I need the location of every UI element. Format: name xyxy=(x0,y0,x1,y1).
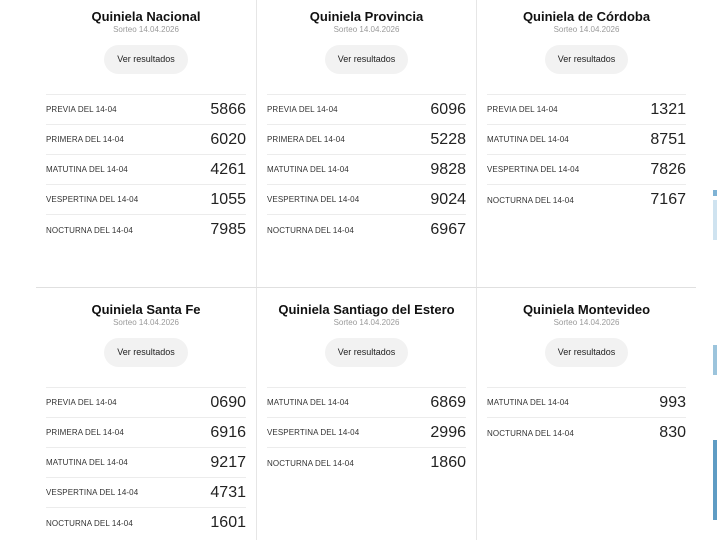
result-number: 8751 xyxy=(650,130,686,148)
result-number: 6020 xyxy=(210,130,246,148)
result-number: 4731 xyxy=(210,483,246,501)
card-quiniela-santiago-del-estero xyxy=(256,288,476,540)
result-row xyxy=(46,125,246,155)
ver-resultados-button[interactable]: Ver resultados xyxy=(545,338,629,367)
result-label: PREVIA DEL 14-04 xyxy=(487,105,558,114)
ver-resultados-button[interactable]: Ver resultados xyxy=(325,45,409,74)
result-number: 6869 xyxy=(430,393,466,411)
card-quiniela-montevideo xyxy=(476,288,696,540)
result-label: MATUTINA DEL 14-04 xyxy=(46,165,128,174)
result-number: 1321 xyxy=(650,100,686,118)
result-row xyxy=(46,185,246,215)
result-number: 2996 xyxy=(430,423,466,441)
result-number: 1860 xyxy=(430,454,466,471)
result-number: 4261 xyxy=(210,160,246,178)
result-row xyxy=(487,185,686,215)
result-label: NOCTURNA DEL 14-04 xyxy=(267,458,354,468)
result-row xyxy=(46,508,246,538)
results-list xyxy=(267,94,466,245)
card-quiniela-cordoba xyxy=(476,0,696,287)
result-label: PREVIA DEL 14-04 xyxy=(46,105,117,114)
result-row xyxy=(46,215,246,245)
result-number: 7826 xyxy=(650,160,686,178)
result-number: 6916 xyxy=(210,423,246,441)
edge-fragment xyxy=(713,440,717,520)
quiniela-results-grid xyxy=(36,0,696,540)
result-label: PRIMERA DEL 14-04 xyxy=(46,135,124,144)
edge-fragment xyxy=(713,345,717,375)
card-quiniela-nacional xyxy=(36,0,256,287)
result-label: VESPERTINA DEL 14-04 xyxy=(487,165,580,174)
adjacent-content-edge xyxy=(713,0,717,540)
result-row xyxy=(487,388,686,418)
card-draw-date: Sorteo 14.04.2026 xyxy=(553,25,620,34)
card-draw-date: Sorteo 14.04.2026 xyxy=(113,25,179,34)
result-label: NOCTURNA DEL 14-04 xyxy=(487,195,574,205)
result-row xyxy=(487,95,686,125)
result-row xyxy=(46,95,246,125)
card-quiniela-santa-fe xyxy=(36,288,256,540)
result-number: 1055 xyxy=(210,190,246,208)
result-label: MATUTINA DEL 14-04 xyxy=(267,165,349,174)
result-number: 9217 xyxy=(210,453,246,471)
results-list xyxy=(46,387,246,538)
card-title: Quiniela Santa Fe xyxy=(91,302,201,317)
ver-resultados-button[interactable]: Ver resultados xyxy=(104,338,188,367)
result-row xyxy=(267,215,466,245)
result-label: NOCTURNA DEL 14-04 xyxy=(487,428,574,438)
result-row xyxy=(267,125,466,155)
card-draw-date: Sorteo 14.04.2026 xyxy=(113,318,179,327)
card-draw-date: Sorteo 14.04.2026 xyxy=(333,318,400,327)
results-list xyxy=(487,94,686,215)
result-label: NOCTURNA DEL 14-04 xyxy=(46,225,133,235)
result-number: 993 xyxy=(659,393,686,411)
result-row xyxy=(487,155,686,185)
card-title: Quiniela Provincia xyxy=(309,9,424,24)
ver-resultados-button[interactable]: Ver resultados xyxy=(325,338,409,367)
result-number: 9024 xyxy=(430,190,466,208)
result-number: 830 xyxy=(659,424,686,441)
result-label: VESPERTINA DEL 14-04 xyxy=(267,195,360,204)
result-label: MATUTINA DEL 14-04 xyxy=(267,398,349,407)
result-number: 0690 xyxy=(210,393,246,411)
results-list xyxy=(487,387,686,448)
result-label: PREVIA DEL 14-04 xyxy=(46,398,117,407)
card-quiniela-provincia xyxy=(256,0,476,287)
result-label: VESPERTINA DEL 14-04 xyxy=(46,488,139,497)
ver-resultados-button[interactable]: Ver resultados xyxy=(545,45,629,74)
result-row xyxy=(267,95,466,125)
result-label: PRIMERA DEL 14-04 xyxy=(46,428,124,437)
edge-fragment xyxy=(713,200,717,240)
card-title: Quiniela Montevideo xyxy=(522,302,651,317)
result-label: NOCTURNA DEL 14-04 xyxy=(46,518,133,528)
card-draw-date: Sorteo 14.04.2026 xyxy=(333,25,400,34)
result-row xyxy=(46,155,246,185)
result-label: MATUTINA DEL 14-04 xyxy=(487,398,569,407)
result-number: 7985 xyxy=(210,221,246,238)
ver-resultados-button[interactable]: Ver resultados xyxy=(104,45,188,74)
result-row xyxy=(487,125,686,155)
results-list xyxy=(46,94,246,245)
result-row xyxy=(267,388,466,418)
result-label: MATUTINA DEL 14-04 xyxy=(487,135,569,144)
result-row xyxy=(267,155,466,185)
card-draw-date: Sorteo 14.04.2026 xyxy=(553,318,620,327)
result-number: 1601 xyxy=(210,514,246,531)
result-label: PRIMERA DEL 14-04 xyxy=(267,135,345,144)
result-row xyxy=(46,418,246,448)
result-number: 5866 xyxy=(210,100,246,118)
result-number: 7167 xyxy=(650,191,686,208)
card-title: Quiniela Nacional xyxy=(91,9,201,24)
result-number: 9828 xyxy=(430,160,466,178)
card-title: Quiniela Santiago del Estero xyxy=(278,302,455,317)
result-number: 5228 xyxy=(430,130,466,148)
result-label: VESPERTINA DEL 14-04 xyxy=(46,195,139,204)
result-row xyxy=(46,448,246,478)
result-label: MATUTINA DEL 14-04 xyxy=(46,458,128,467)
edge-fragment xyxy=(713,190,717,196)
card-title: Quiniela de Córdoba xyxy=(522,9,651,24)
results-list xyxy=(267,387,466,478)
result-row xyxy=(267,448,466,478)
result-number: 6967 xyxy=(430,221,466,238)
result-label: NOCTURNA DEL 14-04 xyxy=(267,225,354,235)
result-row xyxy=(487,418,686,448)
result-row xyxy=(46,478,246,508)
result-label: PREVIA DEL 14-04 xyxy=(267,105,338,114)
result-number: 6096 xyxy=(430,100,466,118)
result-row xyxy=(267,185,466,215)
result-row xyxy=(46,388,246,418)
result-label: VESPERTINA DEL 14-04 xyxy=(267,428,360,437)
result-row xyxy=(267,418,466,448)
